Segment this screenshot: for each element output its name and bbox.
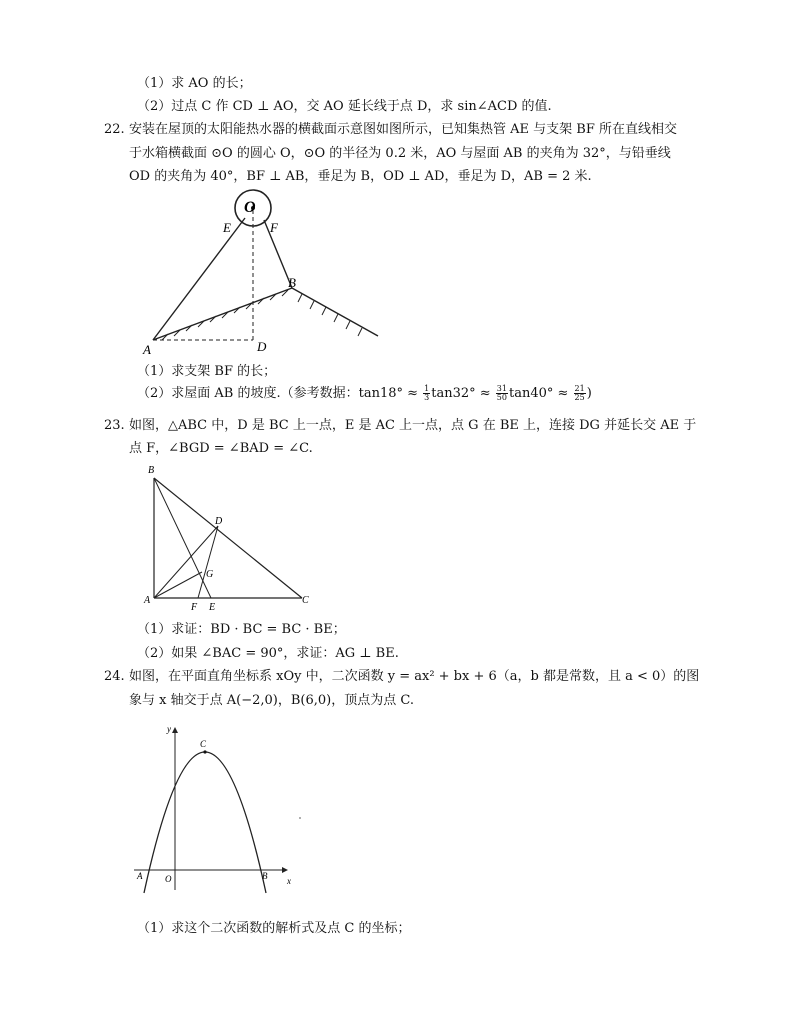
q24-figure (130, 718, 310, 893)
label-x: x (287, 876, 291, 886)
label-e: E (223, 220, 231, 235)
y-axis-arrow (172, 727, 178, 733)
label-e: E (209, 602, 216, 613)
q22-part1: （1）求支架 BF 的长； (137, 364, 277, 379)
q23-part2: （2）如果 ∠BAC = 90°，求证：AG ⊥ BE. (137, 646, 399, 661)
q21-part1: （1）求 AO 的长； (137, 76, 252, 91)
label-b: B (262, 871, 268, 881)
stray-dot (299, 817, 301, 819)
label-y: y (167, 724, 171, 734)
label-c: C (200, 739, 207, 749)
label-a: A (144, 595, 151, 606)
q24-number: 24. (104, 669, 125, 684)
fraction-tan32: $\frac{31}{50}$ (496, 384, 507, 402)
fraction-tan18: $\frac{1}{3}$ (424, 384, 430, 402)
q23-line2: 点 F，∠BGD = ∠BAD = ∠C. (129, 441, 313, 456)
segment-ag (154, 572, 202, 598)
q21-part2: （2）过点 C 作 CD ⊥ AO，交 AO 延长线于点 D，求 sin∠ACD 的值. (137, 99, 552, 114)
q23-part1: （1）求证：BD · BC = BC · BE； (137, 622, 346, 637)
label-b: B (148, 465, 155, 476)
q24-line2: 象与 x 轴交于点 A(−2,0)，B(6,0)，顶点为点 C. (129, 693, 414, 708)
q23-number: 23. (104, 418, 125, 433)
side-bc (154, 478, 302, 598)
roof-b-right (292, 288, 378, 336)
roof-ab (153, 288, 292, 340)
q22-part2: （2）求屋面 AB 的坡度.（参考数据：tan18° ≈ $\frac{1}{3}$ tan32° ≈ $\frac{31}{50}$ tan40° ≈ $\frac{21}{25}$ ) (137, 384, 592, 402)
label-f: F (270, 220, 278, 235)
q22-line3: OD 的夹角为 40°，BF ⊥ AB，垂足为 B，OD ⊥ AD，垂足为 D，AB = 2 米. (129, 169, 592, 184)
q24-line1: 如图，在平面直角坐标系 xOy 中，二次函数 y = ax² + bx + 6（a，b 都是常数，且 a < 0）的图 (129, 669, 700, 684)
label-c: C (302, 595, 309, 606)
label-g: G (206, 569, 214, 580)
vertex-point-c (203, 750, 206, 753)
roof-hatching (162, 290, 362, 340)
label-b: B (288, 275, 296, 290)
parabola-curve (144, 752, 266, 893)
label-o: O (244, 199, 256, 216)
q23-figure (140, 460, 320, 615)
label-a: A (137, 871, 143, 881)
q22-figure (140, 190, 390, 360)
q24-part1: （1）求这个二次函数的解析式及点 C 的坐标； (137, 921, 411, 936)
label-d: D (215, 516, 223, 527)
label-f: F (191, 602, 198, 613)
segment-be (154, 478, 214, 598)
label-o: O (165, 874, 172, 884)
q22-number: 22. (104, 122, 125, 137)
q22-line1: 安装在屋顶的太阳能热水器的横截面示意图如图所示，已知集热管 AE 与支架 BF 所在直线相交 (129, 122, 677, 137)
label-a: A (143, 342, 151, 357)
collector-tube-ae (153, 218, 245, 340)
q23-line1: 如图，△ABC 中，D 是 BC 上一点，E 是 AC 上一点，点 G 在 BE 上，连接 DG 并延长交 AE 于 (129, 418, 697, 433)
x-axis-arrow (282, 867, 288, 873)
q22-line2: 于水箱横截面 ⊙O 的圆心 O，⊙O 的半径为 0.2 米，AO 与屋面 AB 的夹角为 32°，与铅垂线 (129, 146, 671, 161)
label-d: D (257, 339, 267, 354)
fraction-tan40: $\frac{21}{25}$ (574, 384, 585, 402)
